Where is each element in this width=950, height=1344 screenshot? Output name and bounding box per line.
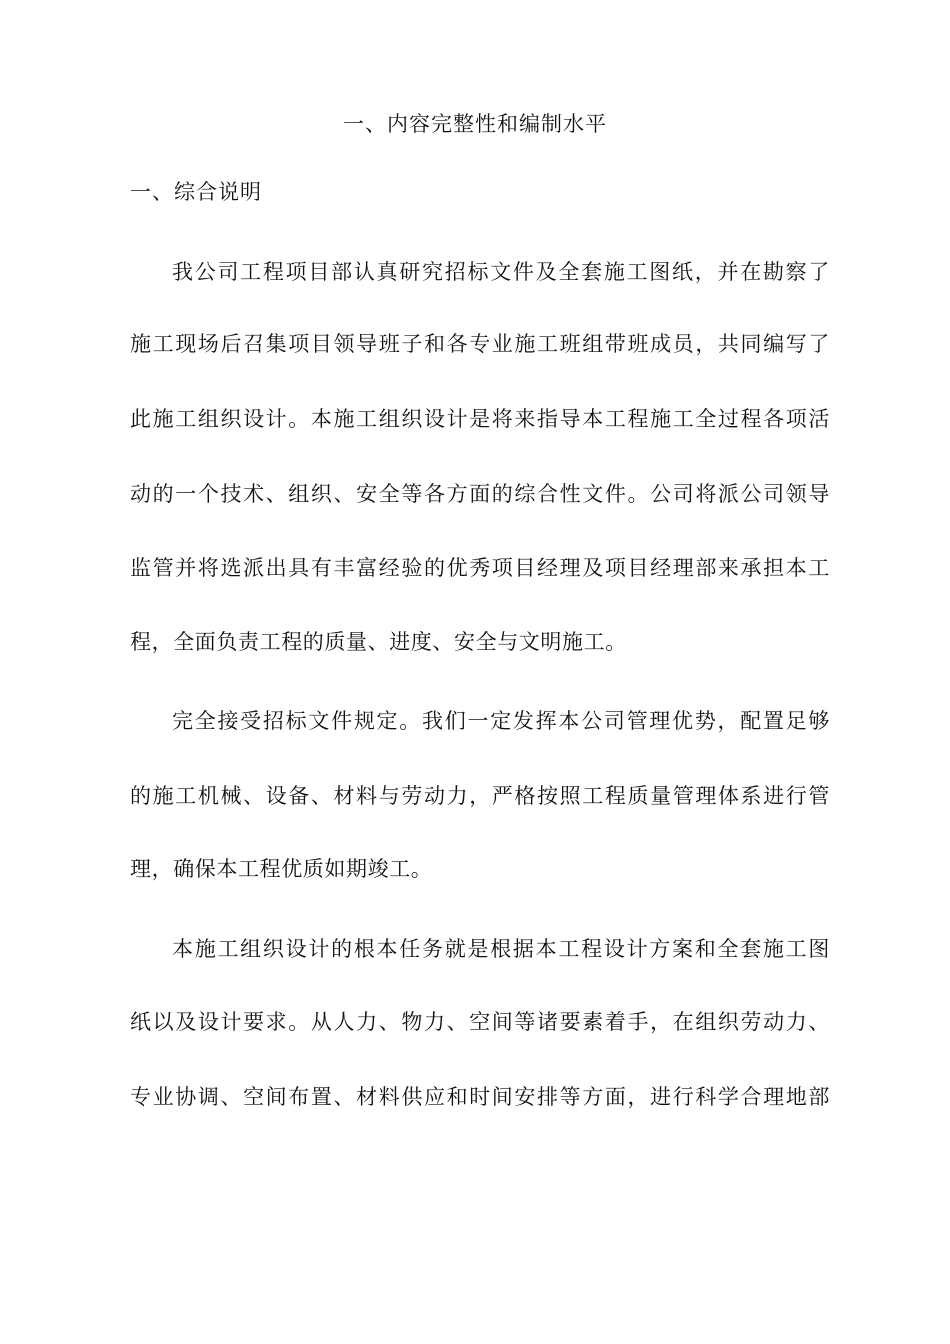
paragraph-line: 本施工组织设计的根本任务就是根据本工程设计方案和全套施工图 bbox=[172, 937, 830, 961]
paragraph-line: 此施工组织设计。本施工组织设计是将来指导本工程施工全过程各项活 bbox=[130, 407, 830, 431]
paragraph-line: 纸以及设计要求。从人力、物力、空间等诸要素着手，在组织劳动力、 bbox=[130, 1010, 830, 1034]
paragraph-line: 理，确保本工程优质如期竣工。 bbox=[130, 857, 433, 881]
paragraph-line: 程，全面负责工程的质量、进度、安全与文明施工。 bbox=[130, 630, 627, 654]
paragraph-line: 我公司工程项目部认真研究招标文件及全套施工图纸，并在勘察了 bbox=[172, 260, 830, 284]
paragraph-line: 监管并将选派出具有丰富经验的优秀项目经理及项目经理部来承担本工 bbox=[130, 556, 830, 580]
paragraph-line: 的施工机械、设备、材料与劳动力，严格按照工程质量管理体系进行管 bbox=[130, 784, 830, 808]
section-heading: 一、综合说明 bbox=[130, 180, 262, 204]
paragraph-line: 施工现场后召集项目领导班子和各专业施工班组带班成员，共同编写了 bbox=[130, 332, 830, 356]
paragraph-line: 完全接受招标文件规定。我们一定发挥本公司管理优势，配置足够 bbox=[172, 709, 830, 733]
document-title: 一、内容完整性和编制水平 bbox=[343, 112, 607, 136]
paragraph-line: 动的一个技术、组织、安全等各方面的综合性文件。公司将派公司领导 bbox=[130, 482, 830, 506]
paragraph-line: 专业协调、空间布置、材料供应和时间安排等方面，进行科学合理地部 bbox=[130, 1085, 830, 1109]
